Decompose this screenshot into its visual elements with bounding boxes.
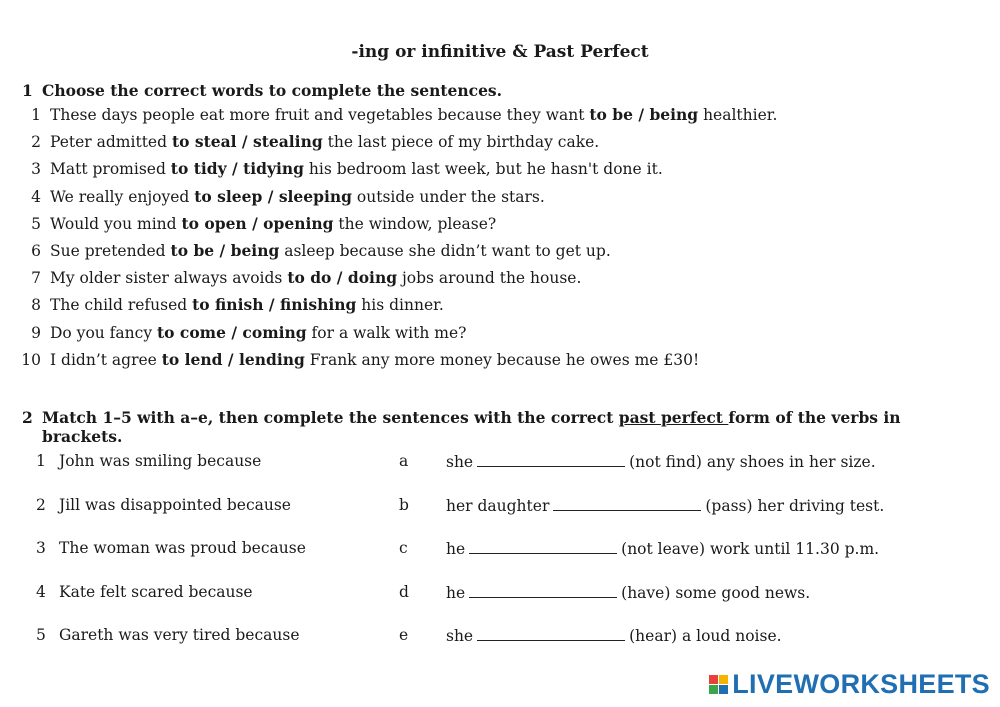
match-right-clause (446, 583, 810, 602)
match-right-clause (446, 452, 876, 471)
clause-rest: (pass) her driving test. (705, 496, 885, 515)
match-left-clause: Gareth was very tired because (59, 626, 300, 645)
sentence-item (0, 295, 444, 314)
clause-rest: (not find) any shoes in her size. (629, 453, 876, 471)
sentence-item (0, 241, 611, 260)
sentence-text-end: his bedroom last week, but he hasn't done it. (303, 160, 663, 179)
sentence-number: 5 (31, 214, 41, 233)
match-number: 4 (36, 582, 46, 601)
option-ing[interactable]: stealing (253, 132, 323, 152)
section-2-heading (22, 408, 922, 446)
option-ing[interactable]: sleeping (278, 186, 352, 206)
sentence-number: 3 (31, 160, 41, 179)
sentence-number: 9 (31, 323, 41, 342)
liveworksheets-logo (709, 669, 990, 700)
option-ing[interactable]: coming (242, 322, 307, 342)
option-ing[interactable]: tidying (243, 159, 304, 179)
sentence-number: 6 (31, 242, 41, 260)
clause-subject: he (446, 540, 466, 559)
sentence-item (0, 132, 599, 151)
sentence-text-start: These days people eat more fruit and vegetables because they want (50, 106, 590, 124)
sentence-text-end: healthier. (698, 106, 778, 124)
clause-rest: (not leave) work until 11.30 p.m. (621, 540, 880, 559)
answer-blank[interactable] (477, 626, 625, 641)
option-infinitive[interactable]: to be (589, 105, 633, 124)
section-1-heading (22, 81, 502, 100)
match-number: 2 (36, 495, 46, 514)
option-separator: / (263, 295, 280, 315)
answer-blank[interactable] (553, 496, 701, 511)
option-ing[interactable]: being (649, 105, 699, 124)
option-ing[interactable]: finishing (279, 295, 357, 315)
section-1-instruction: Choose the correct words to complete the sentences. (42, 81, 503, 100)
option-infinitive[interactable]: to steal (171, 132, 237, 152)
sentence-text-end: the last piece of my birthday cake. (322, 133, 600, 152)
sentence-number: 2 (31, 133, 41, 152)
option-separator: / (262, 186, 279, 206)
liveworksheets-logo-icon (709, 675, 728, 694)
match-left-clause: Kate felt scared because (59, 582, 253, 601)
clause-subject: her daughter (446, 496, 550, 515)
answer-blank[interactable] (477, 452, 625, 467)
option-ing[interactable]: lending (239, 349, 305, 369)
match-letter: d (399, 582, 409, 601)
sentence-text-start: Matt promised (50, 160, 171, 179)
match-number: 5 (36, 626, 46, 645)
option-ing[interactable]: being (230, 241, 280, 260)
match-right-clause (446, 626, 782, 645)
sentence-item (0, 105, 777, 124)
clause-rest: (hear) a loud noise. (629, 627, 782, 646)
sentence-number: 8 (31, 296, 41, 315)
option-infinitive[interactable]: to come (157, 322, 226, 342)
match-number: 1 (36, 452, 46, 470)
sentence-item (0, 268, 581, 287)
option-infinitive[interactable]: to open (181, 213, 247, 233)
option-separator: / (214, 241, 231, 260)
sentence-number: 1 (31, 106, 41, 124)
option-separator: / (236, 132, 253, 152)
option-infinitive[interactable]: to tidy (170, 159, 227, 179)
sentence-text-end: the window, please? (333, 214, 497, 233)
page-title: -ing or infinitive & Past Perfect (351, 42, 649, 62)
sentence-text-end: asleep because she didn’t want to get up. (279, 242, 611, 260)
match-right-clause (446, 539, 879, 558)
option-infinitive[interactable]: to be (170, 241, 215, 260)
sentence-item (0, 350, 699, 369)
clause-subject: she (446, 627, 474, 646)
sentence-text-start: Peter admitted (50, 133, 172, 152)
section-1-number: 1 (22, 81, 33, 100)
match-letter: e (399, 626, 409, 645)
section-2-instruction: Match 1–5 with a–e, then complete the sentences with the correct (42, 408, 619, 427)
clause-rest: (have) some good news. (621, 583, 811, 602)
sentence-text-end: Frank any more money because he owes me £30! (304, 350, 700, 369)
clause-subject: he (446, 583, 466, 602)
sentence-text-end: his dinner. (356, 296, 444, 315)
sentence-text-end: jobs around the house. (397, 269, 582, 288)
option-infinitive[interactable]: to finish (192, 295, 264, 315)
match-left-clause: Jill was disappointed because (59, 495, 291, 514)
logo-text: LIVEWORKSHEETS (732, 669, 990, 699)
option-infinitive[interactable]: to do (287, 268, 332, 288)
sentence-text-start: We really enjoyed (50, 187, 195, 206)
sentence-item (0, 159, 663, 178)
sentence-item (0, 214, 496, 233)
sentence-text-start: Sue pretended (50, 242, 171, 260)
match-letter: b (399, 495, 409, 514)
sentence-number: 10 (21, 350, 41, 369)
sentence-text-start: My older sister always avoids (50, 269, 288, 288)
answer-blank[interactable] (469, 583, 617, 598)
option-separator: / (331, 268, 348, 288)
option-separator: / (246, 213, 264, 233)
option-infinitive[interactable]: to lend (161, 349, 223, 369)
section-2-instruction-line2: brackets. (42, 427, 123, 446)
match-letter: a (399, 452, 409, 470)
option-separator: / (226, 159, 244, 179)
sentence-number: 4 (31, 187, 41, 206)
match-left-clause: The woman was proud because (59, 539, 306, 558)
match-right-clause (446, 496, 884, 515)
sentence-text-start: Would you mind (50, 214, 182, 233)
match-number: 3 (36, 539, 46, 558)
answer-blank[interactable] (469, 539, 617, 554)
section-2-instruction-underlined: past perfect (618, 408, 729, 427)
match-letter: c (399, 539, 408, 558)
option-separator: / (632, 105, 650, 124)
match-left-clause: John was smiling because (59, 452, 262, 470)
option-ing[interactable]: doing (347, 268, 398, 288)
option-separator: / (222, 349, 239, 369)
section-2-instruction-end: form of the verbs in (728, 408, 901, 427)
option-infinitive[interactable]: to sleep (194, 186, 263, 206)
sentence-item (0, 323, 466, 342)
section-2-number: 2 (22, 408, 33, 427)
sentence-text-end: outside under the stars. (351, 187, 545, 206)
sentence-text-end: for a walk with me? (306, 323, 467, 342)
sentence-text-start: I didn’t agree (50, 350, 162, 369)
option-separator: / (225, 322, 243, 342)
option-ing[interactable]: opening (263, 213, 334, 233)
sentence-item (0, 187, 545, 206)
sentence-number: 7 (31, 269, 41, 288)
clause-subject: she (446, 453, 474, 471)
sentence-text-start: The child refused (50, 296, 193, 315)
sentence-text-start: Do you fancy (50, 323, 158, 342)
